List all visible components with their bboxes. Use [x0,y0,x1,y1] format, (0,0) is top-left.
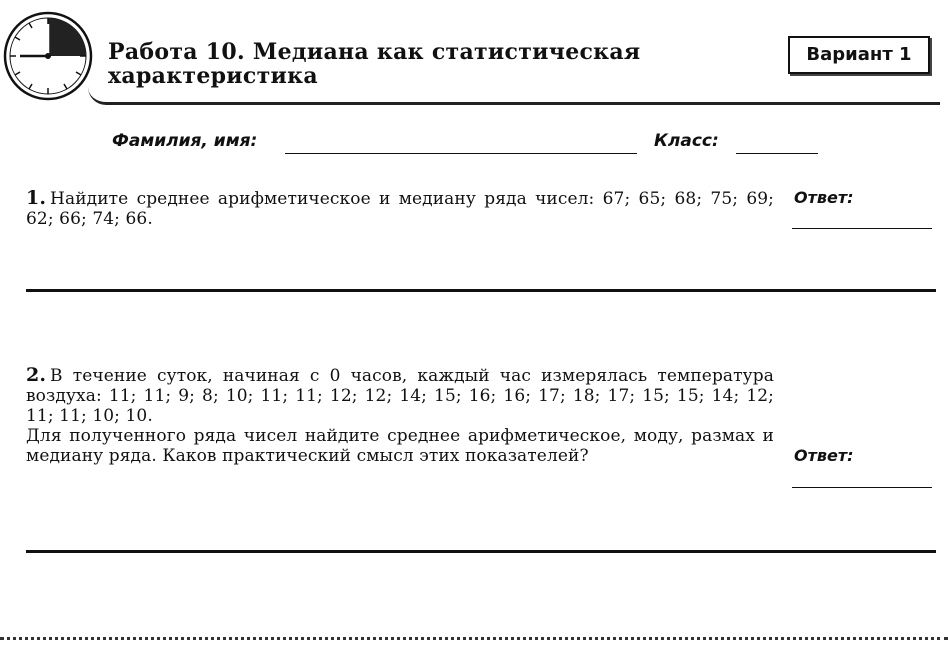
task-2-text: В течение суток, начиная с 0 часов, каждый час измерялась температура воздуха: 11; 11; 9; 8; 10; 11; 11; 12; 12; 14; 15; 16; 16; 17; 18; 17; 15; 15; 14; 12; 11; 11; 10; 10. [26,366,774,426]
name-input-line[interactable] [285,153,637,154]
answer-2-line[interactable] [792,487,932,488]
name-label: Фамилия, имя: [112,131,258,151]
class-input-line[interactable] [736,153,818,154]
task-separator [26,289,936,292]
answer-2-label: Ответ: [794,446,854,465]
task-1-number: 1. [26,187,47,209]
answer-1-line[interactable] [792,228,932,229]
task-2-number: 2. [26,364,47,386]
task-1 [26,188,774,229]
answer-1-label: Ответ: [794,188,854,207]
worksheet-title: Работа 10. Медиана как статистическая характеристика [108,39,641,89]
class-label: Класс: [654,131,719,151]
cut-line [0,637,948,640]
task-1-text: Найдите среднее арифметическое и медиану ряда чисел: 67; 65; 68; 75; 69; 62; 66; 74; 66. [26,189,774,229]
clock-icon [2,10,94,102]
variant-badge: Вариант 1 [788,36,930,74]
task-2-question: Для полученного ряда чисел найдите среднее арифметическое, моду, размах и медиану ряда. Каков практический смысл этих показателей? [26,426,774,466]
task-separator [26,550,936,553]
task-2 [26,365,774,466]
